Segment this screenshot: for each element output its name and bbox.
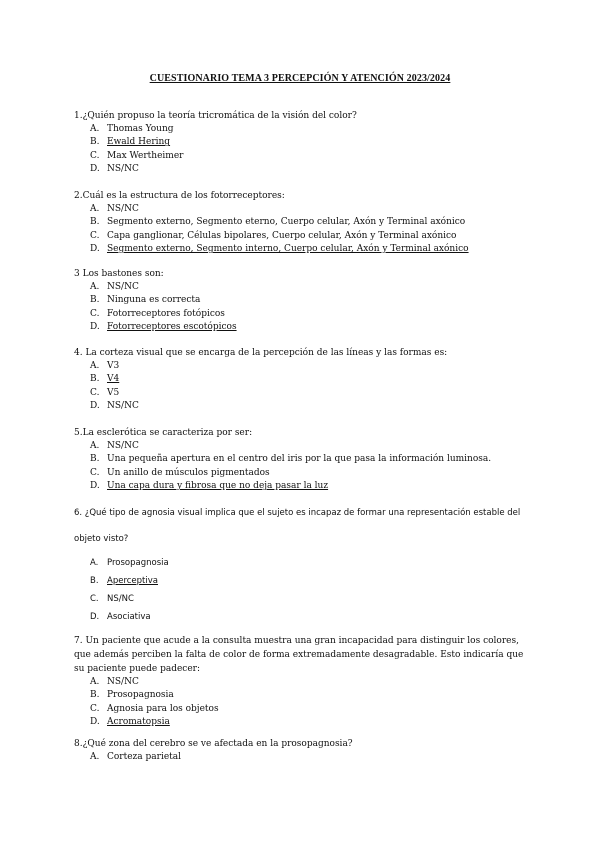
- option-c: C. NS/NC: [90, 594, 134, 604]
- options-list: [74, 123, 534, 177]
- option-b: B. Segmento externo, Segmento eterno, Cuerpo celular, Axón y Terminal axónico: [90, 217, 466, 228]
- options-list: [74, 440, 534, 494]
- question-8: [74, 738, 534, 764]
- option-a: A. V3: [90, 361, 120, 371]
- option-c: C. Agnosia para los objetos: [90, 703, 219, 714]
- option-d: D. NS/NC: [90, 164, 139, 175]
- question-stem: 8.¿Qué zona del cerebro se ve afectada en la prosopagnosia?: [74, 739, 353, 749]
- question-2: [74, 190, 534, 257]
- options-list: [74, 281, 534, 335]
- option-d-correct: D. Fotorreceptores escotópicos: [90, 322, 237, 333]
- question-stem: 6. ¿Qué tipo de agnosia visual implica que el sujeto es incapaz de formar una representación estable del objeto visto?: [74, 508, 521, 544]
- option-c: C. Capa ganglionar, Células bipolares, Cuerpo celular, Axón y Terminal axónico: [90, 230, 457, 241]
- option-b: B. Ninguna es correcta: [90, 295, 201, 306]
- option-b-correct: B. Ewald Hering: [90, 137, 171, 148]
- document-title: CUESTIONARIO TEMA 3 PERCEPCIÓN Y ATENCIÓN 2023/2024: [149, 73, 451, 84]
- option-a: A. NS/NC: [90, 441, 139, 451]
- option-c: C. V5: [90, 387, 120, 398]
- option-a: A. Corteza parietal: [90, 752, 182, 762]
- question-4: [74, 347, 534, 414]
- option-c: C. Un anillo de músculos pigmentados: [90, 467, 270, 478]
- option-a: A. Thomas Young: [90, 124, 174, 134]
- option-a: A. NS/NC: [90, 204, 139, 214]
- question-7: [74, 634, 524, 730]
- option-b: B. Una pequeña apertura en el centro del iris por la que pasa la información luminosa.: [90, 454, 492, 465]
- options-list: [74, 360, 534, 414]
- option-d: D. Asociativa: [90, 612, 151, 622]
- question-stem: 3 Los bastones son:: [74, 269, 164, 279]
- option-d-correct: D. Segmento externo, Segmento interno, Cuerpo celular, Axón y Terminal axónico: [90, 244, 469, 255]
- option-d-correct: D. Una capa dura y fibrosa que no deja pasar la luz: [90, 481, 329, 492]
- option-b-correct: B. Aperceptiva: [90, 576, 158, 586]
- option-b-correct: B. V4: [90, 374, 120, 385]
- options-list: [74, 554, 524, 626]
- question-6: [74, 500, 524, 626]
- option-a: A. Prosopagnosia: [90, 558, 169, 568]
- question-3: [74, 268, 534, 335]
- option-c: C. Fotorreceptores fotópicos: [90, 308, 225, 319]
- option-c: C. Max Wertheimer: [90, 150, 184, 161]
- question-stem: 4. La corteza visual que se encarga de la percepción de las líneas y las formas es:: [74, 348, 448, 358]
- question-stem: 1.¿Quién propuso la teoría tricromática de la visión del color?: [74, 111, 357, 121]
- option-a: A. NS/NC: [90, 282, 139, 292]
- options-list: [74, 203, 534, 257]
- options-list: [74, 751, 534, 764]
- option-d: D. NS/NC: [90, 401, 139, 412]
- question-1: [74, 110, 534, 177]
- option-d-correct: D. Acromatopsia: [90, 717, 170, 728]
- option-a: A. NS/NC: [90, 677, 139, 687]
- question-5: [74, 427, 534, 494]
- options-list: [74, 676, 524, 730]
- question-stem: 7. Un paciente que acude a la consulta muestra una gran incapacidad para distinguir los colores, que además perciben la falta de color de forma extremadamente desagradable. Esto indicaría que su paciente puede padecer:: [74, 636, 524, 674]
- question-stem: 2.Cuál es la estructura de los fotorreceptores:: [74, 191, 285, 201]
- question-stem: 5.La esclerótica se caracteriza por ser:: [74, 428, 253, 438]
- option-b: B. Prosopagnosia: [90, 690, 174, 701]
